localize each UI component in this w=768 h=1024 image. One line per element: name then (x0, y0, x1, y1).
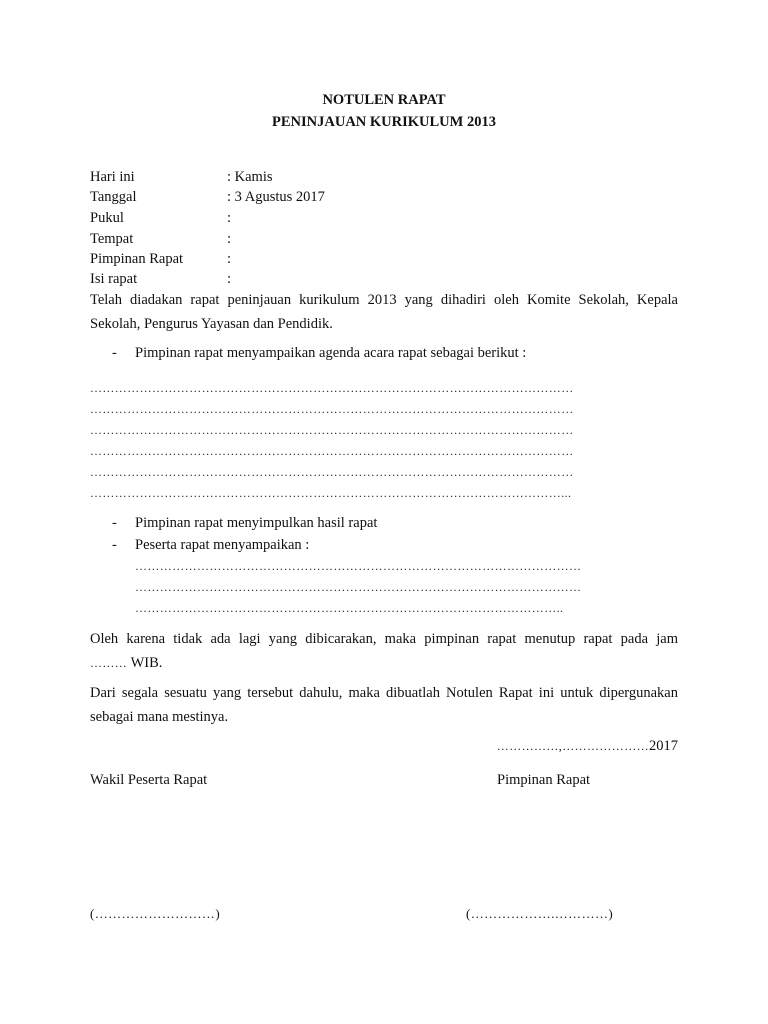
intro-line: Sekolah, Pengurus Yayasan dan Pendidik. (90, 316, 333, 332)
closing-paragraph (90, 627, 678, 675)
info-value: : (227, 210, 232, 226)
dotted-line: ……………………………………………………………………………………………………… (90, 423, 574, 437)
bullet-text: Peserta rapat menyampaikan : (135, 537, 310, 553)
bullet-dash: - (112, 537, 117, 553)
bullet-dash: - (112, 345, 117, 361)
info-value: : 3 Agustus 2017 (227, 189, 325, 205)
signature-label-right: Pimpinan Rapat (497, 772, 591, 788)
info-value: : (227, 271, 232, 287)
date-blank: ……………,………………… (496, 739, 649, 753)
dotted-line: ……………………………………………………………………………………………………... (90, 486, 572, 500)
info-value: : Kamis (227, 169, 273, 185)
info-label: Tempat (90, 231, 134, 247)
bullet-dash: - (112, 515, 117, 531)
time-blank: ……… (90, 656, 131, 670)
info-value: : (227, 231, 232, 247)
info-value: : (227, 251, 232, 267)
date-line (497, 736, 678, 756)
dotted-line: ……………………………………………………………………………………………… (135, 559, 582, 573)
bullet-text: Pimpinan rapat menyampaikan agenda acara rapat sebagai berikut : (135, 345, 527, 361)
closing-line (90, 651, 678, 675)
document-title: NOTULEN RAPAT (322, 92, 446, 108)
info-label: Pukul (90, 210, 124, 226)
date-year: 2017 (649, 738, 678, 754)
info-label: Hari ini (90, 169, 135, 185)
final-paragraph (90, 681, 678, 729)
dotted-line: ……………………………………………………………………………………………………… (90, 444, 574, 458)
intro-line: Telah diadakan rapat peninjauan kurikulum 2013 yang dihadiri oleh Komite Sekolah, Kepala (90, 292, 678, 308)
dotted-line: ……………………………………………………………………………………………………… (90, 402, 574, 416)
info-label: Isi rapat (90, 271, 138, 287)
dotted-line: ……………………………………………………………………………………………… (135, 580, 582, 594)
intro-paragraph (90, 288, 678, 336)
bullet-text: Pimpinan rapat menyimpulkan hasil rapat (135, 515, 378, 531)
info-label: Pimpinan Rapat (90, 251, 184, 267)
final-line: sebagai mana mestinya. (90, 709, 229, 725)
dotted-line: ……………………………………………………………………………………………………… (90, 381, 574, 395)
dotted-line: ……………………………………………………………………………………………………… (90, 465, 574, 479)
dotted-line: ………………………………………………………………………………………….. (135, 601, 564, 615)
signature-blank-left: (………………………) (90, 906, 221, 921)
final-line: Dari segala sesuatu yang tersebut dahulu, maka dibuatlah Notulen Rapat ini untuk dipergunakan (90, 685, 678, 701)
signature-label-left: Wakil Peserta Rapat (90, 772, 208, 788)
signature-blank-right: (……………….…………) (466, 906, 614, 921)
document-subtitle: PENINJAUAN KURIKULUM 2013 (272, 114, 496, 130)
time-unit: WIB. (130, 655, 163, 671)
closing-line: Oleh karena tidak ada lagi yang dibicarakan, maka pimpinan rapat menutup rapat pada jam (90, 631, 678, 647)
info-label: Tanggal (90, 189, 137, 205)
